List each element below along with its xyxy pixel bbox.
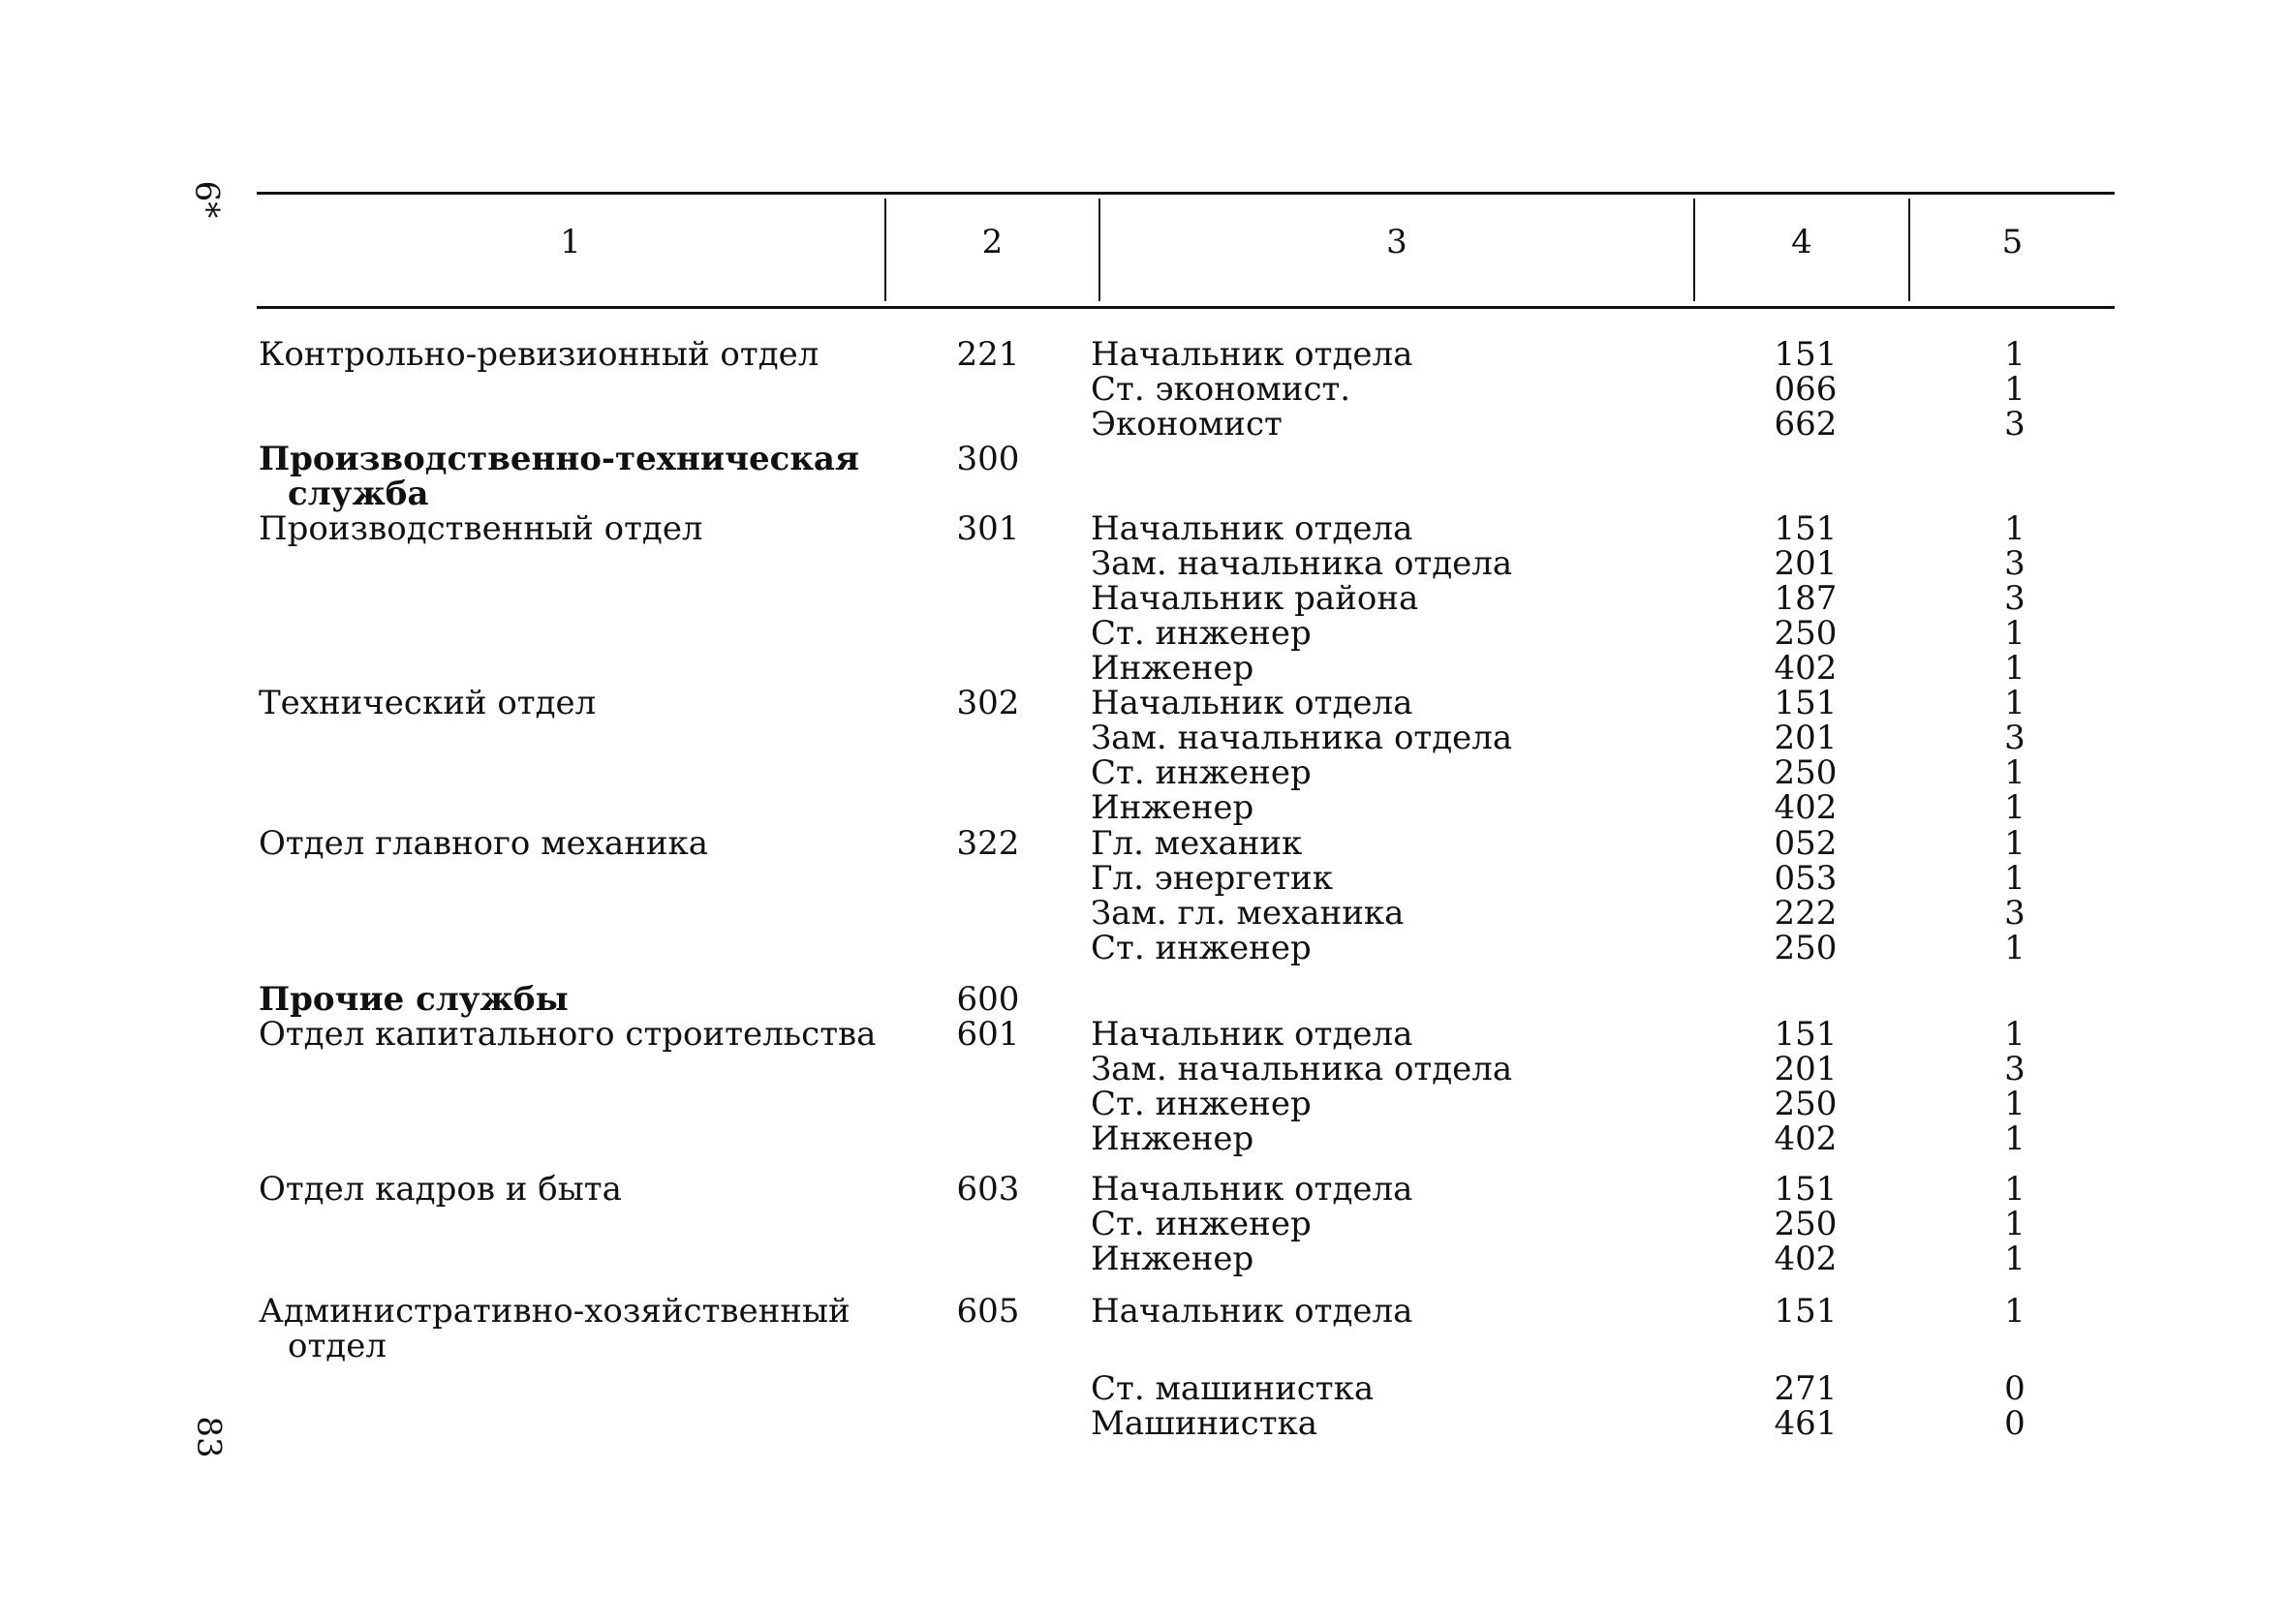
staff-count: 1 bbox=[2004, 684, 2026, 722]
staff-count: 3 bbox=[2004, 719, 2026, 757]
position-title: Гл. механик bbox=[1091, 824, 1303, 863]
position-title: Начальник отдела bbox=[1091, 1015, 1413, 1054]
position-title: Начальник отдела bbox=[1091, 509, 1413, 548]
position-title: Начальник отдела bbox=[1091, 1170, 1413, 1209]
position-code: 402 bbox=[1774, 788, 1838, 827]
staff-count: 1 bbox=[2004, 929, 2026, 967]
position-code: 402 bbox=[1774, 649, 1838, 688]
position-code: 151 bbox=[1774, 509, 1838, 548]
position-code: 250 bbox=[1774, 1205, 1838, 1243]
position-code: 250 bbox=[1774, 614, 1838, 653]
page-number: 83 bbox=[189, 1416, 229, 1458]
position-title: Зам. начальника отдела bbox=[1091, 719, 1513, 757]
department-code: 300 bbox=[956, 440, 1020, 478]
position-code: 402 bbox=[1774, 1240, 1838, 1278]
department-name: Контрольно-ревизионный отдел bbox=[259, 335, 820, 374]
col-header-5: 5 bbox=[2001, 223, 2024, 261]
position-code: 053 bbox=[1774, 859, 1838, 898]
position-title: Экономист bbox=[1091, 405, 1283, 444]
position-title: Ст. экономист. bbox=[1091, 370, 1351, 409]
col-header-2: 2 bbox=[981, 223, 1004, 261]
position-code: 271 bbox=[1774, 1369, 1838, 1408]
department-name: Отдел главного механика bbox=[259, 824, 709, 863]
position-title: Инженер bbox=[1091, 649, 1254, 688]
position-title: Ст. инженер bbox=[1091, 1085, 1312, 1123]
department-code: 221 bbox=[956, 335, 1020, 374]
staff-count: 3 bbox=[2004, 579, 2026, 618]
position-code: 402 bbox=[1774, 1119, 1838, 1158]
department-name: Административно-хозяйственный bbox=[259, 1292, 851, 1331]
table-top-rule bbox=[257, 192, 2115, 195]
position-code: 201 bbox=[1774, 1050, 1838, 1088]
position-title: Зам. начальника отдела bbox=[1091, 544, 1513, 583]
staff-count: 1 bbox=[2004, 1015, 2026, 1054]
department-code: 322 bbox=[956, 824, 1020, 863]
department-code: 302 bbox=[956, 684, 1020, 722]
department-code: 600 bbox=[956, 980, 1020, 1019]
staff-count: 1 bbox=[2004, 1170, 2026, 1209]
position-title: Инженер bbox=[1091, 1240, 1254, 1278]
staff-count: 3 bbox=[2004, 405, 2026, 444]
col-header-1: 1 bbox=[560, 223, 581, 261]
position-title: Ст. инженер bbox=[1091, 614, 1312, 653]
section-heading: служба bbox=[288, 475, 429, 513]
position-title: Машинистка bbox=[1091, 1404, 1318, 1443]
position-code: 066 bbox=[1774, 370, 1838, 409]
col-header-3: 3 bbox=[1386, 223, 1407, 261]
staff-count: 1 bbox=[2004, 335, 2026, 374]
position-title: Ст. инженер bbox=[1091, 929, 1312, 967]
position-title: Зам. начальника отдела bbox=[1091, 1050, 1513, 1088]
staff-count: 1 bbox=[2004, 788, 2026, 827]
position-code: 461 bbox=[1774, 1404, 1838, 1443]
position-code: 151 bbox=[1774, 1170, 1838, 1209]
header-bottom-rule bbox=[257, 306, 2115, 309]
position-title: Начальник отдела bbox=[1091, 684, 1413, 722]
staff-count: 1 bbox=[2004, 649, 2026, 688]
staff-count: 0 bbox=[2004, 1369, 2026, 1408]
staff-count: 1 bbox=[2004, 614, 2026, 653]
department-name: отдел bbox=[288, 1327, 387, 1365]
position-code: 201 bbox=[1774, 544, 1838, 583]
staff-count: 1 bbox=[2004, 1292, 2026, 1331]
section-heading: Прочие службы bbox=[259, 980, 569, 1019]
position-code: 201 bbox=[1774, 719, 1838, 757]
department-name: Производственный отдел bbox=[259, 509, 703, 548]
position-title: Зам. гл. механика bbox=[1091, 894, 1405, 933]
position-code: 222 bbox=[1774, 894, 1838, 933]
staff-count: 1 bbox=[2004, 1240, 2026, 1278]
staff-count: 3 bbox=[2004, 1050, 2026, 1088]
position-code: 151 bbox=[1774, 1292, 1838, 1331]
position-code: 151 bbox=[1774, 1015, 1838, 1054]
position-title: Инженер bbox=[1091, 788, 1254, 827]
position-title: Начальник района bbox=[1091, 579, 1419, 618]
position-title: Ст. инженер bbox=[1091, 753, 1312, 792]
margin-mark: 6* bbox=[187, 180, 227, 219]
staff-count: 1 bbox=[2004, 1205, 2026, 1243]
position-code: 250 bbox=[1774, 1085, 1838, 1123]
position-title: Гл. энергетик bbox=[1091, 859, 1333, 898]
staff-count: 1 bbox=[2004, 370, 2026, 409]
department-code: 301 bbox=[956, 509, 1020, 548]
section-heading: Производственно-техническая bbox=[259, 440, 860, 478]
position-code: 151 bbox=[1774, 684, 1838, 722]
staff-count: 3 bbox=[2004, 894, 2026, 933]
staff-count: 1 bbox=[2004, 859, 2026, 898]
position-title: Ст. машинистка bbox=[1091, 1369, 1375, 1408]
position-title: Ст. инженер bbox=[1091, 1205, 1312, 1243]
staff-count: 1 bbox=[2004, 509, 2026, 548]
department-name: Технический отдел bbox=[259, 684, 597, 722]
department-name: Отдел капитального строительства bbox=[259, 1015, 877, 1054]
department-code: 605 bbox=[956, 1292, 1020, 1331]
position-code: 662 bbox=[1774, 405, 1838, 444]
position-code: 187 bbox=[1774, 579, 1838, 618]
position-title: Начальник отдела bbox=[1091, 1292, 1413, 1331]
department-name: Отдел кадров и быта bbox=[259, 1170, 622, 1209]
staff-count: 1 bbox=[2004, 1119, 2026, 1158]
staff-count: 1 bbox=[2004, 753, 2026, 792]
department-code: 603 bbox=[956, 1170, 1020, 1209]
position-code: 250 bbox=[1774, 929, 1838, 967]
department-code: 601 bbox=[956, 1015, 1020, 1054]
staff-count: 3 bbox=[2004, 544, 2026, 583]
staff-count: 1 bbox=[2004, 824, 2026, 863]
col-header-4: 4 bbox=[1791, 223, 1812, 261]
position-code: 151 bbox=[1774, 335, 1838, 374]
position-code: 250 bbox=[1774, 753, 1838, 792]
position-title: Инженер bbox=[1091, 1119, 1254, 1158]
staff-count: 0 bbox=[2004, 1404, 2026, 1443]
staff-count: 1 bbox=[2004, 1085, 2026, 1123]
position-title: Начальник отдела bbox=[1091, 335, 1413, 374]
position-code: 052 bbox=[1774, 824, 1838, 863]
